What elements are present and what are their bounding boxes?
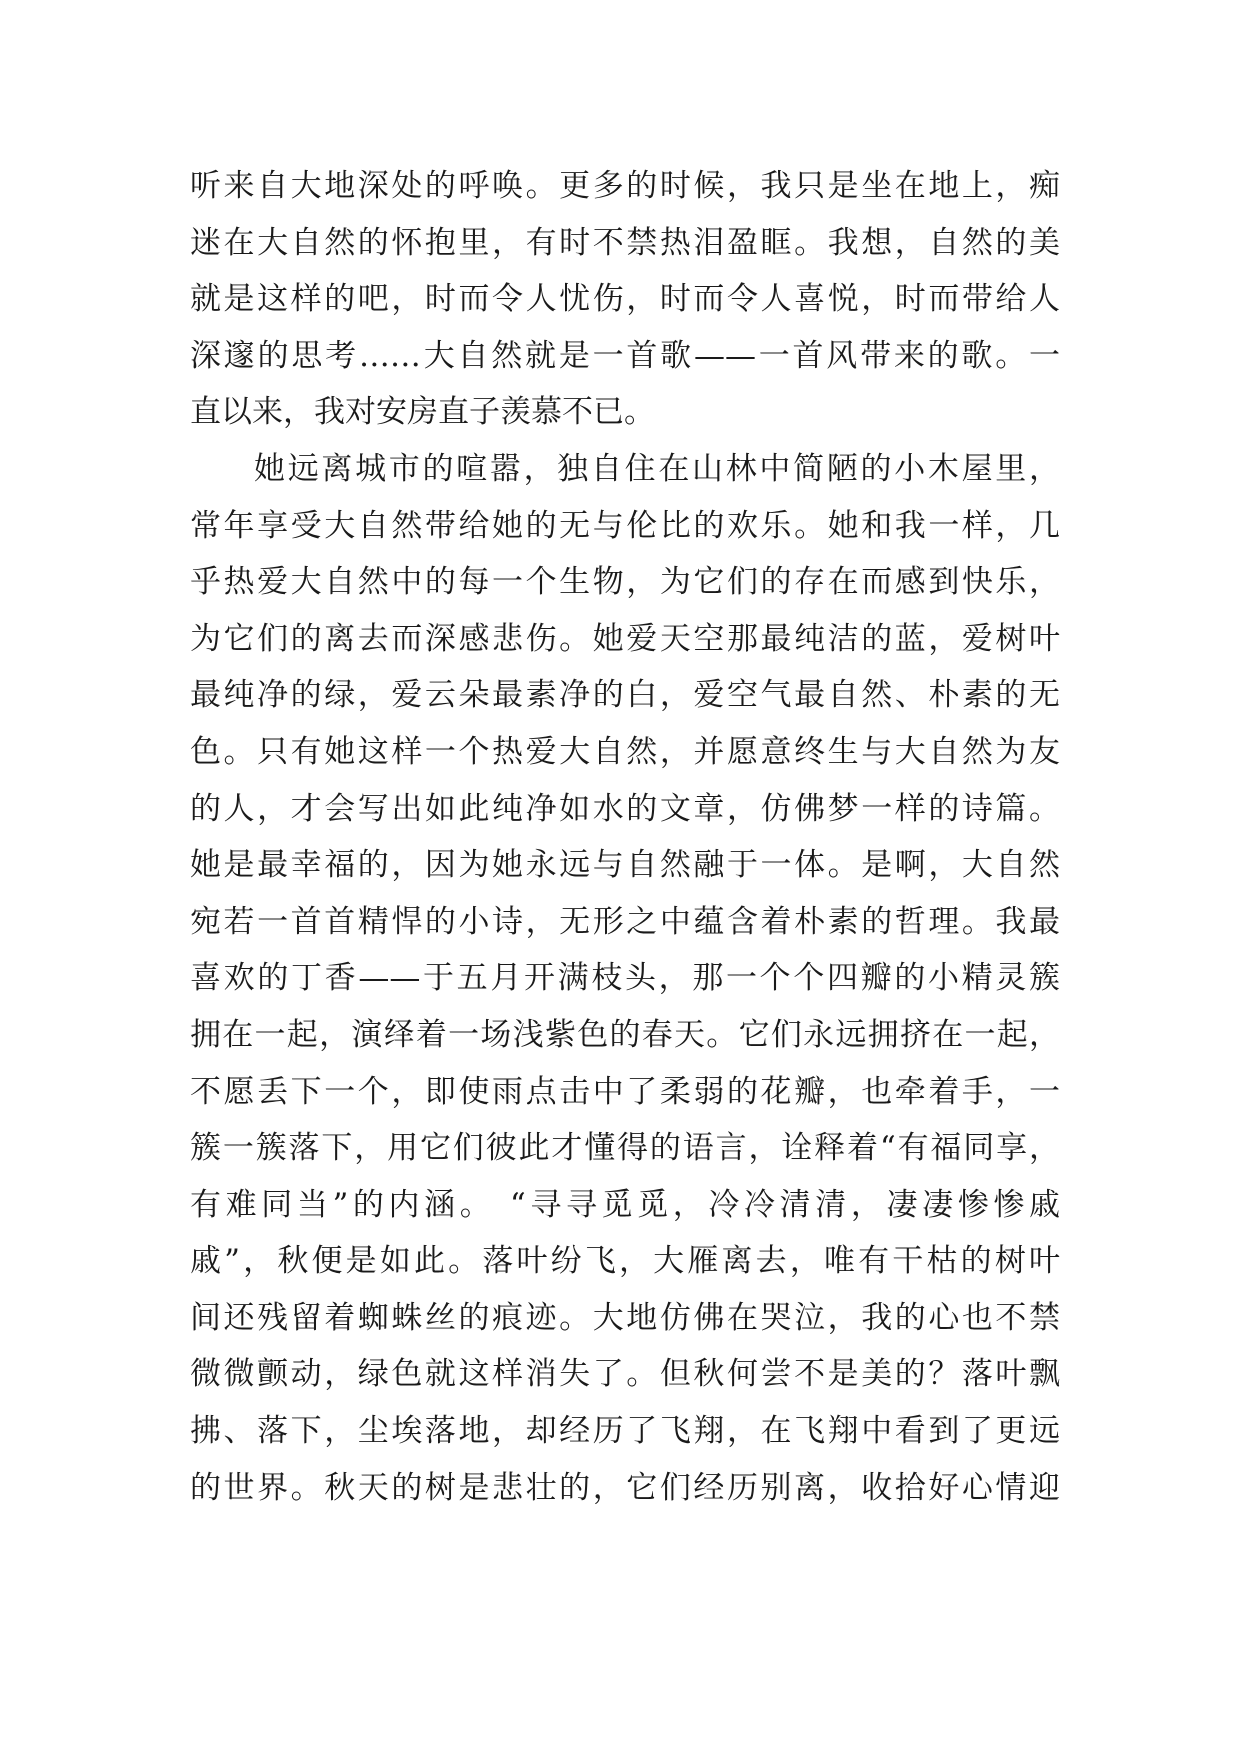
text-line: 最纯净的绿，爱云朵最素净的白，爱空气最自然、朴素的无	[190, 677, 1060, 714]
text-line: 不愿丢下一个，即使雨点击中了柔弱的花瓣，也牵着手，一	[190, 1073, 1060, 1110]
text-line: 常年享受大自然带给她的无与伦比的欢乐。她和我一样，几	[190, 507, 1060, 544]
text-line: 簇一簇落下，用它们彼此才懂得的语言，诠释着“有福同享，	[190, 1130, 1060, 1167]
text-line: 她是最幸福的，因为她永远与自然融于一体。是啊，大自然	[190, 847, 1060, 884]
text-line: 的人，才会写出如此纯净如水的文章，仿佛梦一样的诗篇。	[190, 790, 1060, 827]
text-line: 迷在大自然的怀抱里，有时不禁热泪盈眶。我想，自然的美	[190, 224, 1060, 261]
text-line: 乎热爱大自然中的每一个生物，为它们的存在而感到快乐，	[190, 564, 1060, 601]
text-line: 色。只有她这样一个热爱大自然，并愿意终生与大自然为友	[190, 733, 1060, 770]
text-line: 宛若一首首精悍的小诗，无形之中蕴含着朴素的哲理。我最	[190, 903, 1060, 940]
text-line: 拂、落下，尘埃落地，却经历了飞翔，在飞翔中看到了更远	[190, 1413, 1060, 1450]
text-line: 听来自大地深处的呼唤。更多的时候，我只是坐在地上，痴	[190, 168, 1060, 204]
text-line: 间还残留着蜘蛛丝的痕迹。大地仿佛在哭泣，我的心也不禁	[190, 1299, 1060, 1336]
text-line: 为它们的离去而深感悲伤。她爱天空那最纯洁的蓝，爱树叶	[190, 620, 1060, 657]
body-text	[190, 158, 1060, 1516]
text-line: 的世界。秋天的树是悲壮的，它们经历别离，收拾好心情迎	[190, 1469, 1060, 1506]
text-line: 戚”，秋便是如此。落叶纷飞，大雁离去，唯有干枯的树叶	[190, 1243, 1060, 1280]
text-line: 深邃的思考……大自然就是一首歌——一首风带来的歌。一	[190, 337, 1060, 374]
text-line: 有难同当”的内涵。 “寻寻觅觅，冷冷清清，凄凄惨惨戚	[190, 1186, 1060, 1223]
text-line: 拥在一起，演绎着一场浅紫色的春天。它们永远拥挤在一起，	[190, 1016, 1060, 1053]
text-line: 就是这样的吧，时而令人忧伤，时而令人喜悦，时而带给人	[190, 281, 1060, 318]
text-line: 她远离城市的喧嚣，独自住在山林中简陋的小木屋里，	[254, 450, 1060, 487]
text-line: 喜欢的丁香——于五月开满枝头，那一个个四瓣的小精灵簇	[190, 960, 1060, 997]
text-line: 微微颤动，绿色就这样消失了。但秋何尝不是美的？落叶飘	[190, 1356, 1060, 1393]
text-line: 直以来，我对安房直子羡慕不已。	[190, 394, 655, 431]
